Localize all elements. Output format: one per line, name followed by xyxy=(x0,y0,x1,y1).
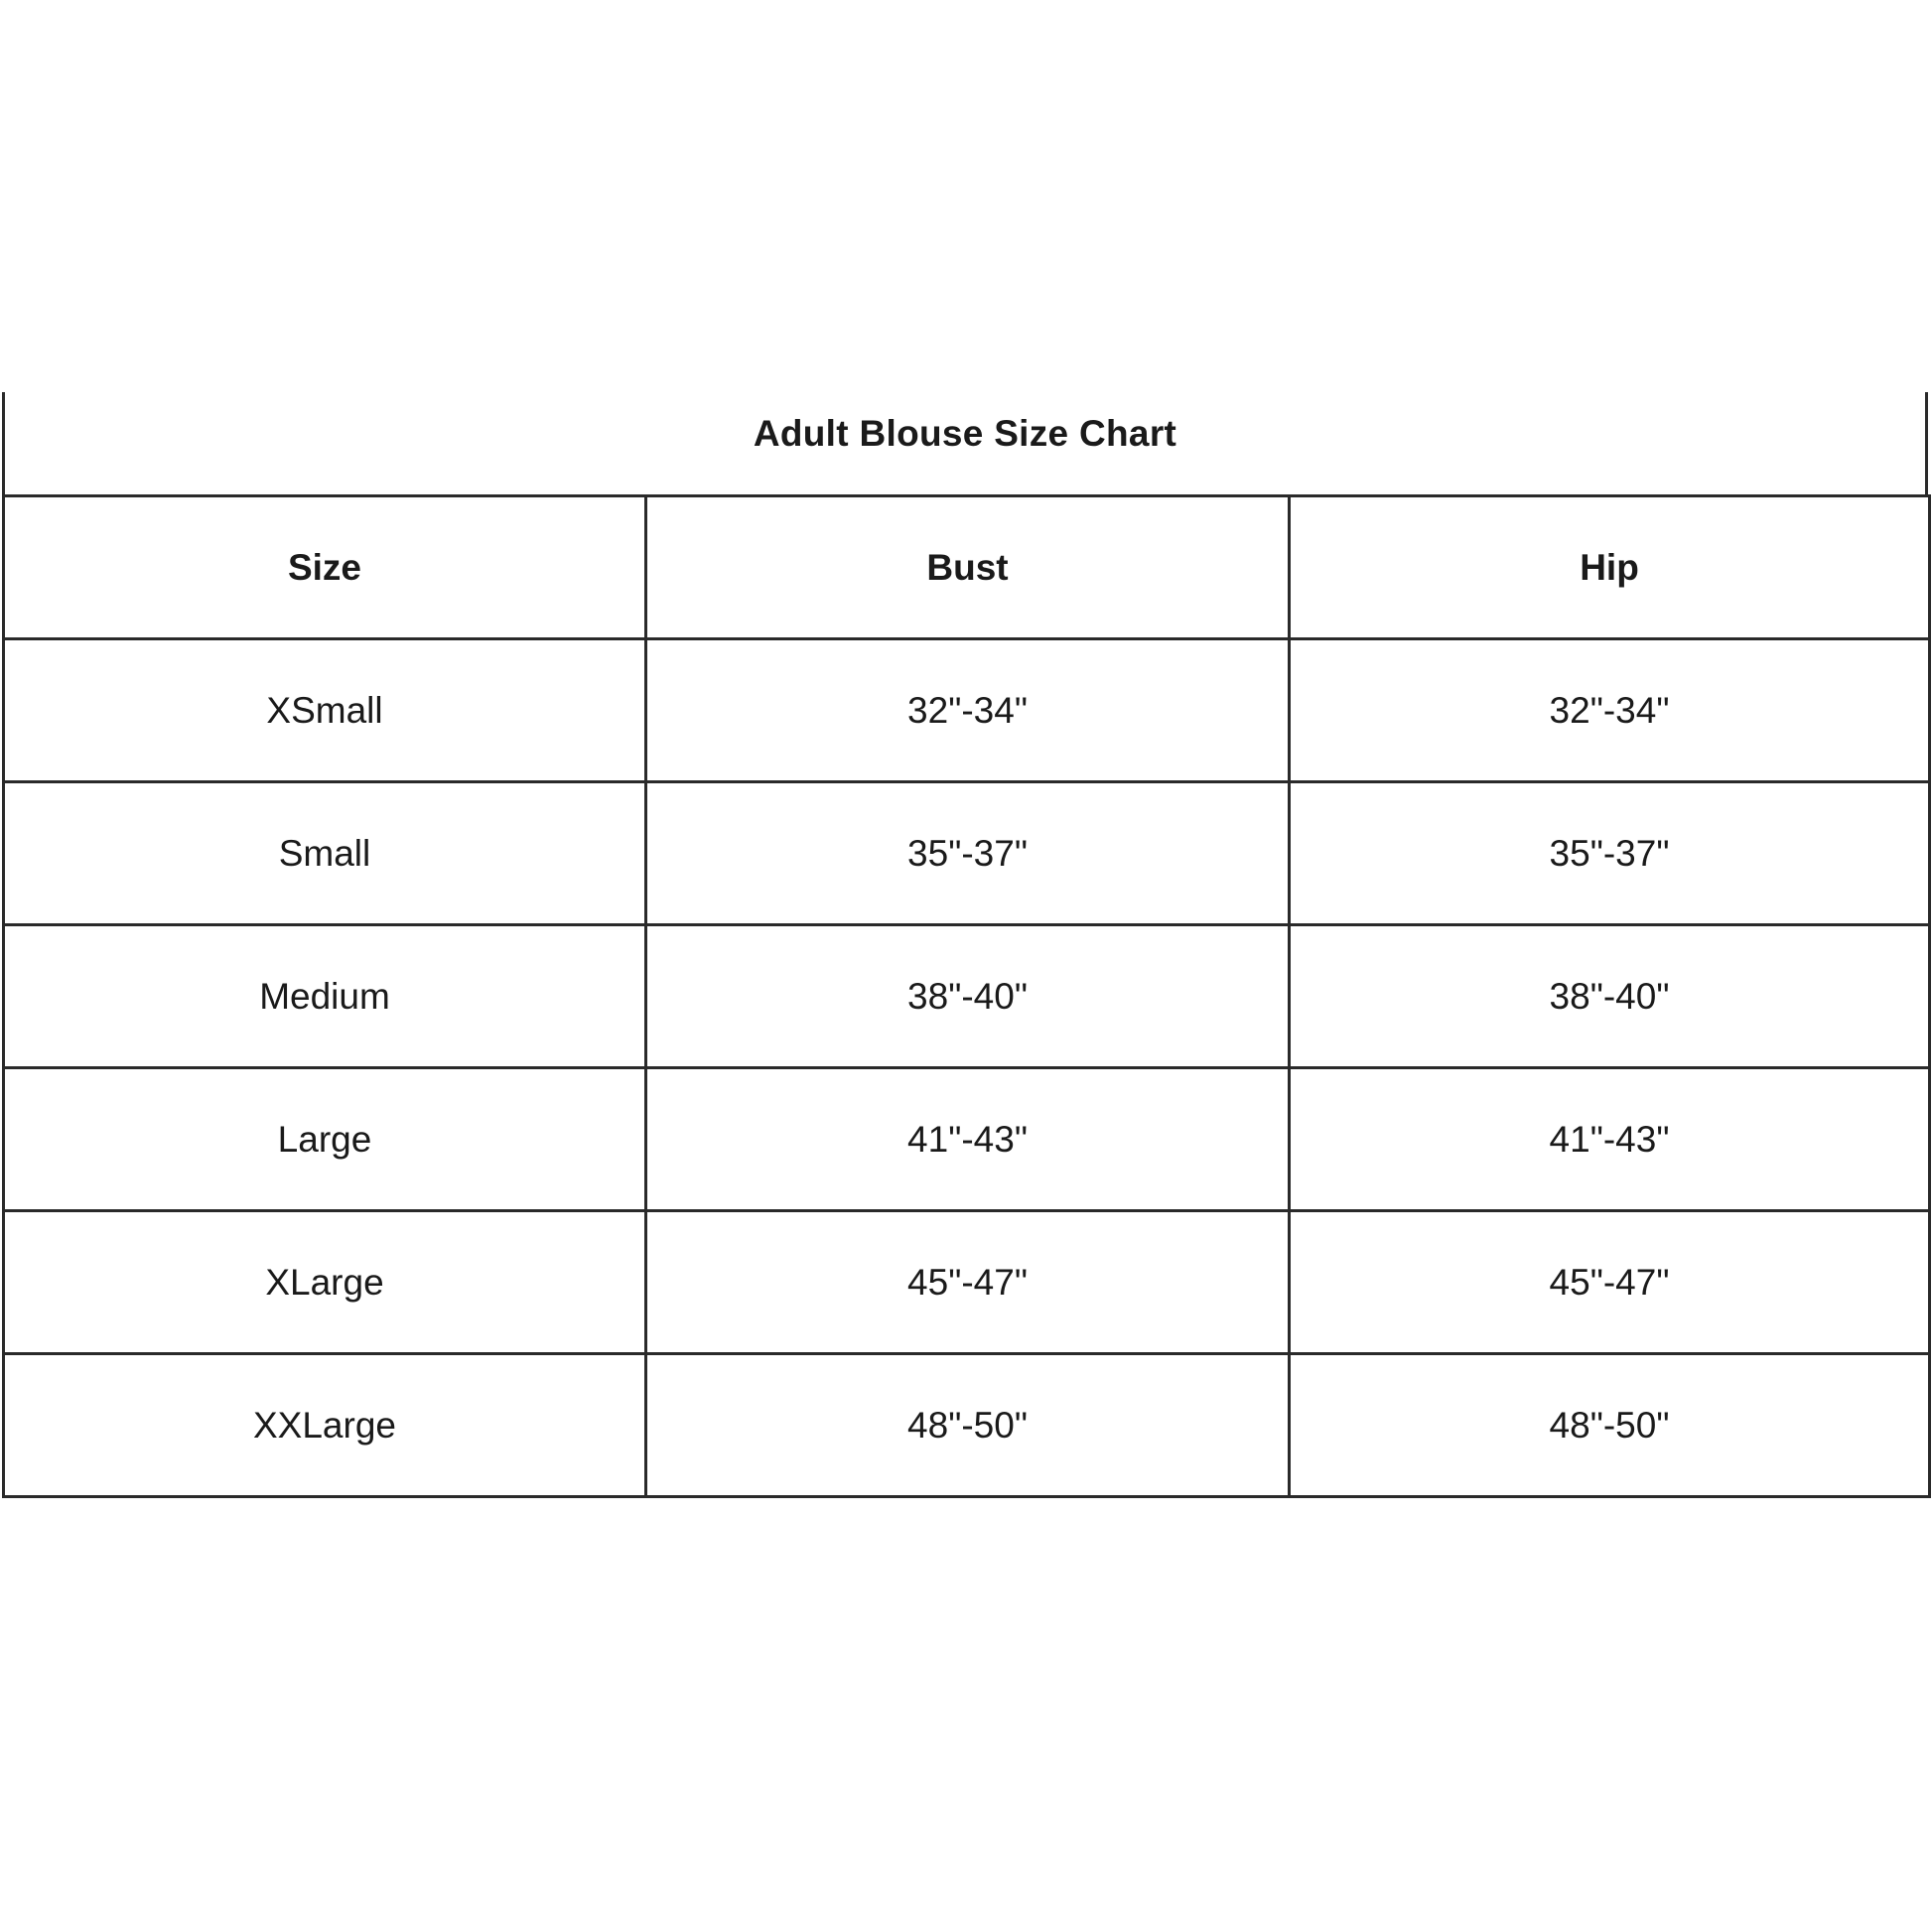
table-row xyxy=(4,925,1930,1068)
size-cell: Medium xyxy=(4,925,646,1068)
size-chart xyxy=(2,392,1928,1538)
hip-cell: 32"-34" xyxy=(1290,639,1930,782)
table-row xyxy=(4,1211,1930,1354)
hip-cell: 45"-47" xyxy=(1290,1211,1930,1354)
size-cell: Large xyxy=(4,1068,646,1211)
size-cell: XXLarge xyxy=(4,1354,646,1497)
table-row xyxy=(4,782,1930,925)
hip-cell: 35"-37" xyxy=(1290,782,1930,925)
hip-cell: 41"-43" xyxy=(1290,1068,1930,1211)
table-row xyxy=(4,639,1930,782)
hip-cell: 38"-40" xyxy=(1290,925,1930,1068)
header-hip: Hip xyxy=(1290,496,1930,639)
table-row xyxy=(4,1354,1930,1497)
title-row xyxy=(2,392,1928,496)
header-row xyxy=(4,496,1930,639)
header-size: Size xyxy=(4,496,646,639)
header-bust: Bust xyxy=(646,496,1290,639)
chart-title: Adult Blouse Size Chart xyxy=(753,412,1177,454)
bust-cell: 41"-43" xyxy=(646,1068,1290,1211)
bust-cell: 48"-50" xyxy=(646,1354,1290,1497)
bust-cell: 32"-34" xyxy=(646,639,1290,782)
size-cell: XLarge xyxy=(4,1211,646,1354)
size-cell: XSmall xyxy=(4,639,646,782)
bust-cell: 45"-47" xyxy=(646,1211,1290,1354)
size-cell: Small xyxy=(4,782,646,925)
bust-cell: 38"-40" xyxy=(646,925,1290,1068)
table-row xyxy=(4,1068,1930,1211)
hip-cell: 48"-50" xyxy=(1290,1354,1930,1497)
bust-cell: 35"-37" xyxy=(646,782,1290,925)
size-table xyxy=(2,494,1931,1498)
